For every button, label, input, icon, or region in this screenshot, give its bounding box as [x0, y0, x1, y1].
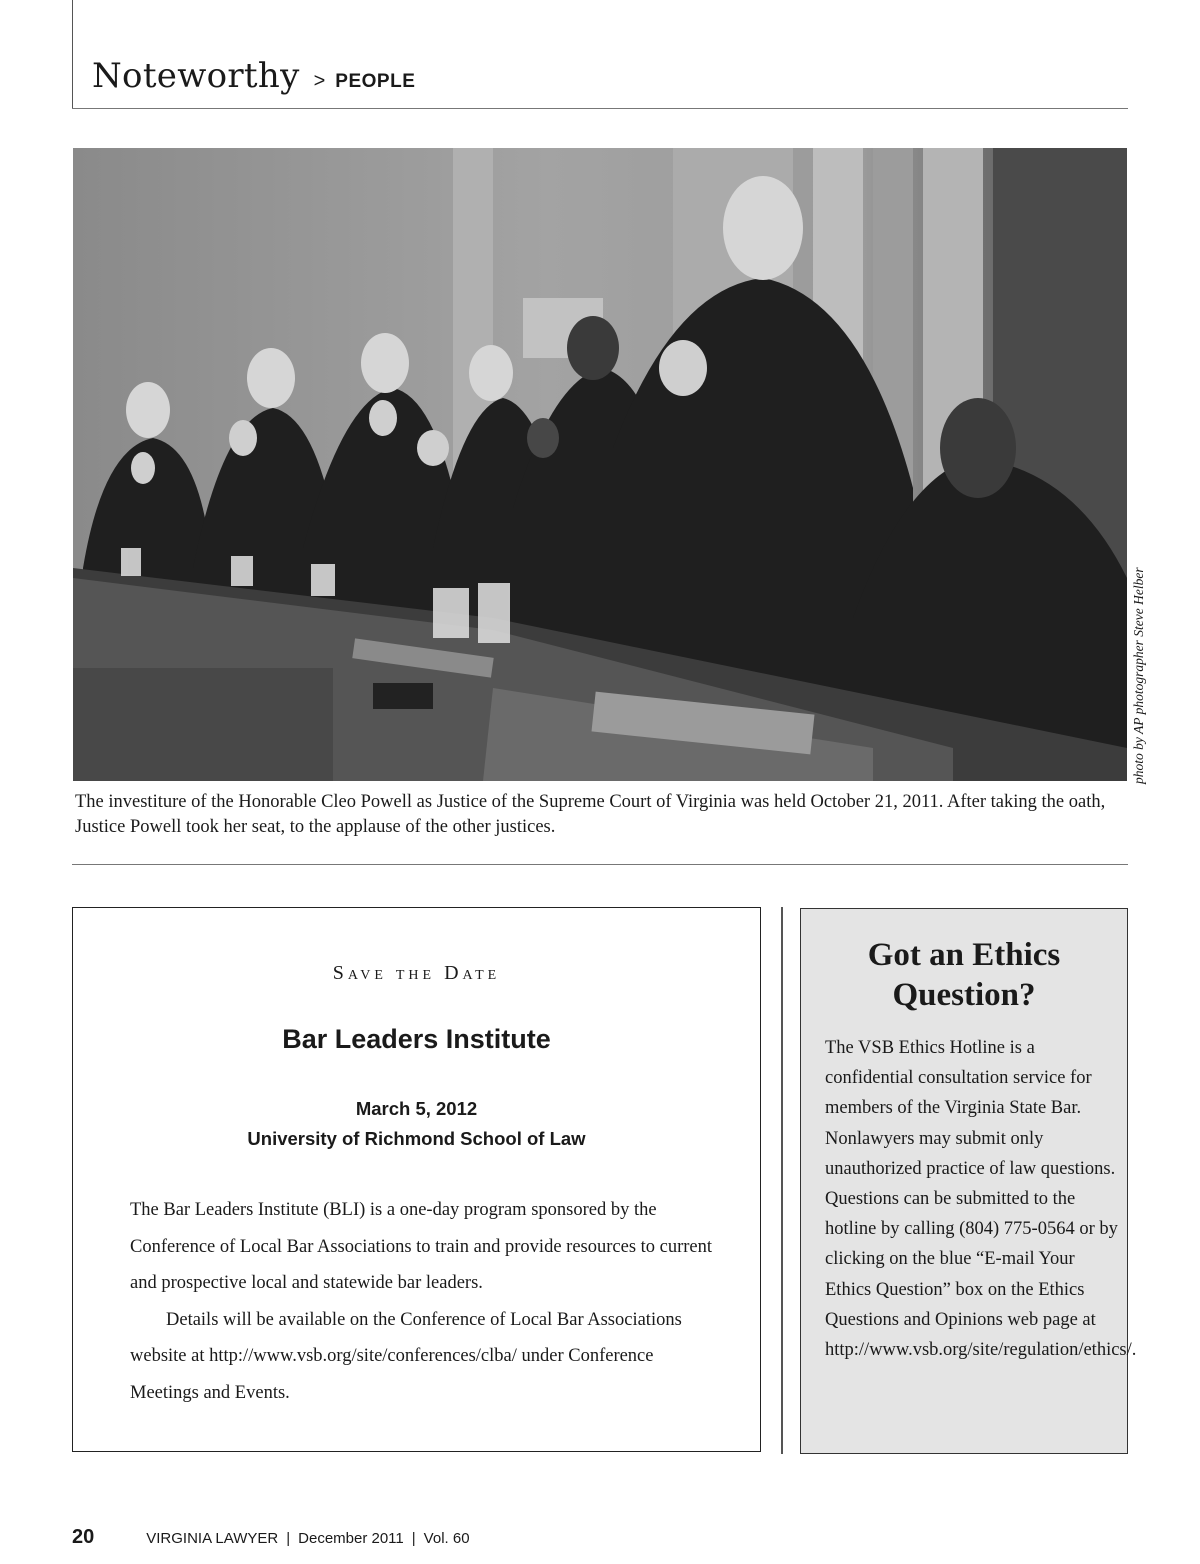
event-paragraph-1: The Bar Leaders Institute (BLI) is a one-day program sponsored by the Conference of Local Bar Associations to train and provide resources to current and prospective local and statewide bar leaders. [130, 1200, 713, 1293]
page-footer [72, 1526, 470, 1549]
save-the-date-box [72, 907, 761, 1452]
investiture-photo [73, 148, 1127, 781]
top-vertical-rule [72, 0, 73, 108]
column-divider [781, 907, 783, 1454]
event-venue: University of Richmond School of Law [247, 1128, 586, 1149]
event-description [130, 1192, 720, 1411]
photo-caption: The investiture of the Honorable Cleo Powell as Justice of the Supreme Court of Virginia was held October 21, 2011. After taking the oath, Justice Powell took her seat, to the applause of the other justices. [75, 792, 1106, 837]
header-separator: > [313, 70, 326, 92]
save-the-date-kicker: Save the Date [332, 962, 501, 984]
publication-line: VIRGINIA LAWYER | December 2011 | Vol. 60 [146, 1530, 470, 1547]
event-heading: Bar Leaders Institute [282, 1024, 551, 1054]
ethics-title: Got an Ethics Question? [867, 937, 1061, 1013]
publication-name: VIRGINIA LAWYER [146, 1530, 279, 1547]
volume: Vol. 60 [423, 1530, 470, 1547]
caption-rule [72, 864, 1128, 865]
photo-credit: photo by AP photographer Steve Helber [1131, 567, 1146, 784]
event-paragraph-2: Details will be available on the Conference of Local Bar Associations website at http://www.vsb.org/site/conferences/clba/ under Conference Meetings and Events. [130, 1309, 682, 1403]
issue-date: December 2011 [298, 1530, 404, 1547]
header-title: Noteworthy [92, 56, 300, 96]
header-rule [72, 108, 1128, 109]
page-header [92, 56, 415, 96]
event-date: March 5, 2012 [355, 1098, 478, 1119]
ethics-body: The VSB Ethics Hotline is a confidential consultation service for members of the Virginia State Bar. Nonlawyers may submit only unauthorized practice of law questions. Questions can be submitted to the hotline by calling (804) 775-0564 or by clicking on the blue “E-mail Your Ethics Question” box on the Ethics Questions and Opinions web page at http://www.vsb.org/site/regulation/ethics/. [825, 1038, 1137, 1361]
ethics-sidebar [800, 908, 1137, 1454]
header-section: PEOPLE [335, 71, 416, 92]
page-number: 20 [72, 1526, 95, 1548]
